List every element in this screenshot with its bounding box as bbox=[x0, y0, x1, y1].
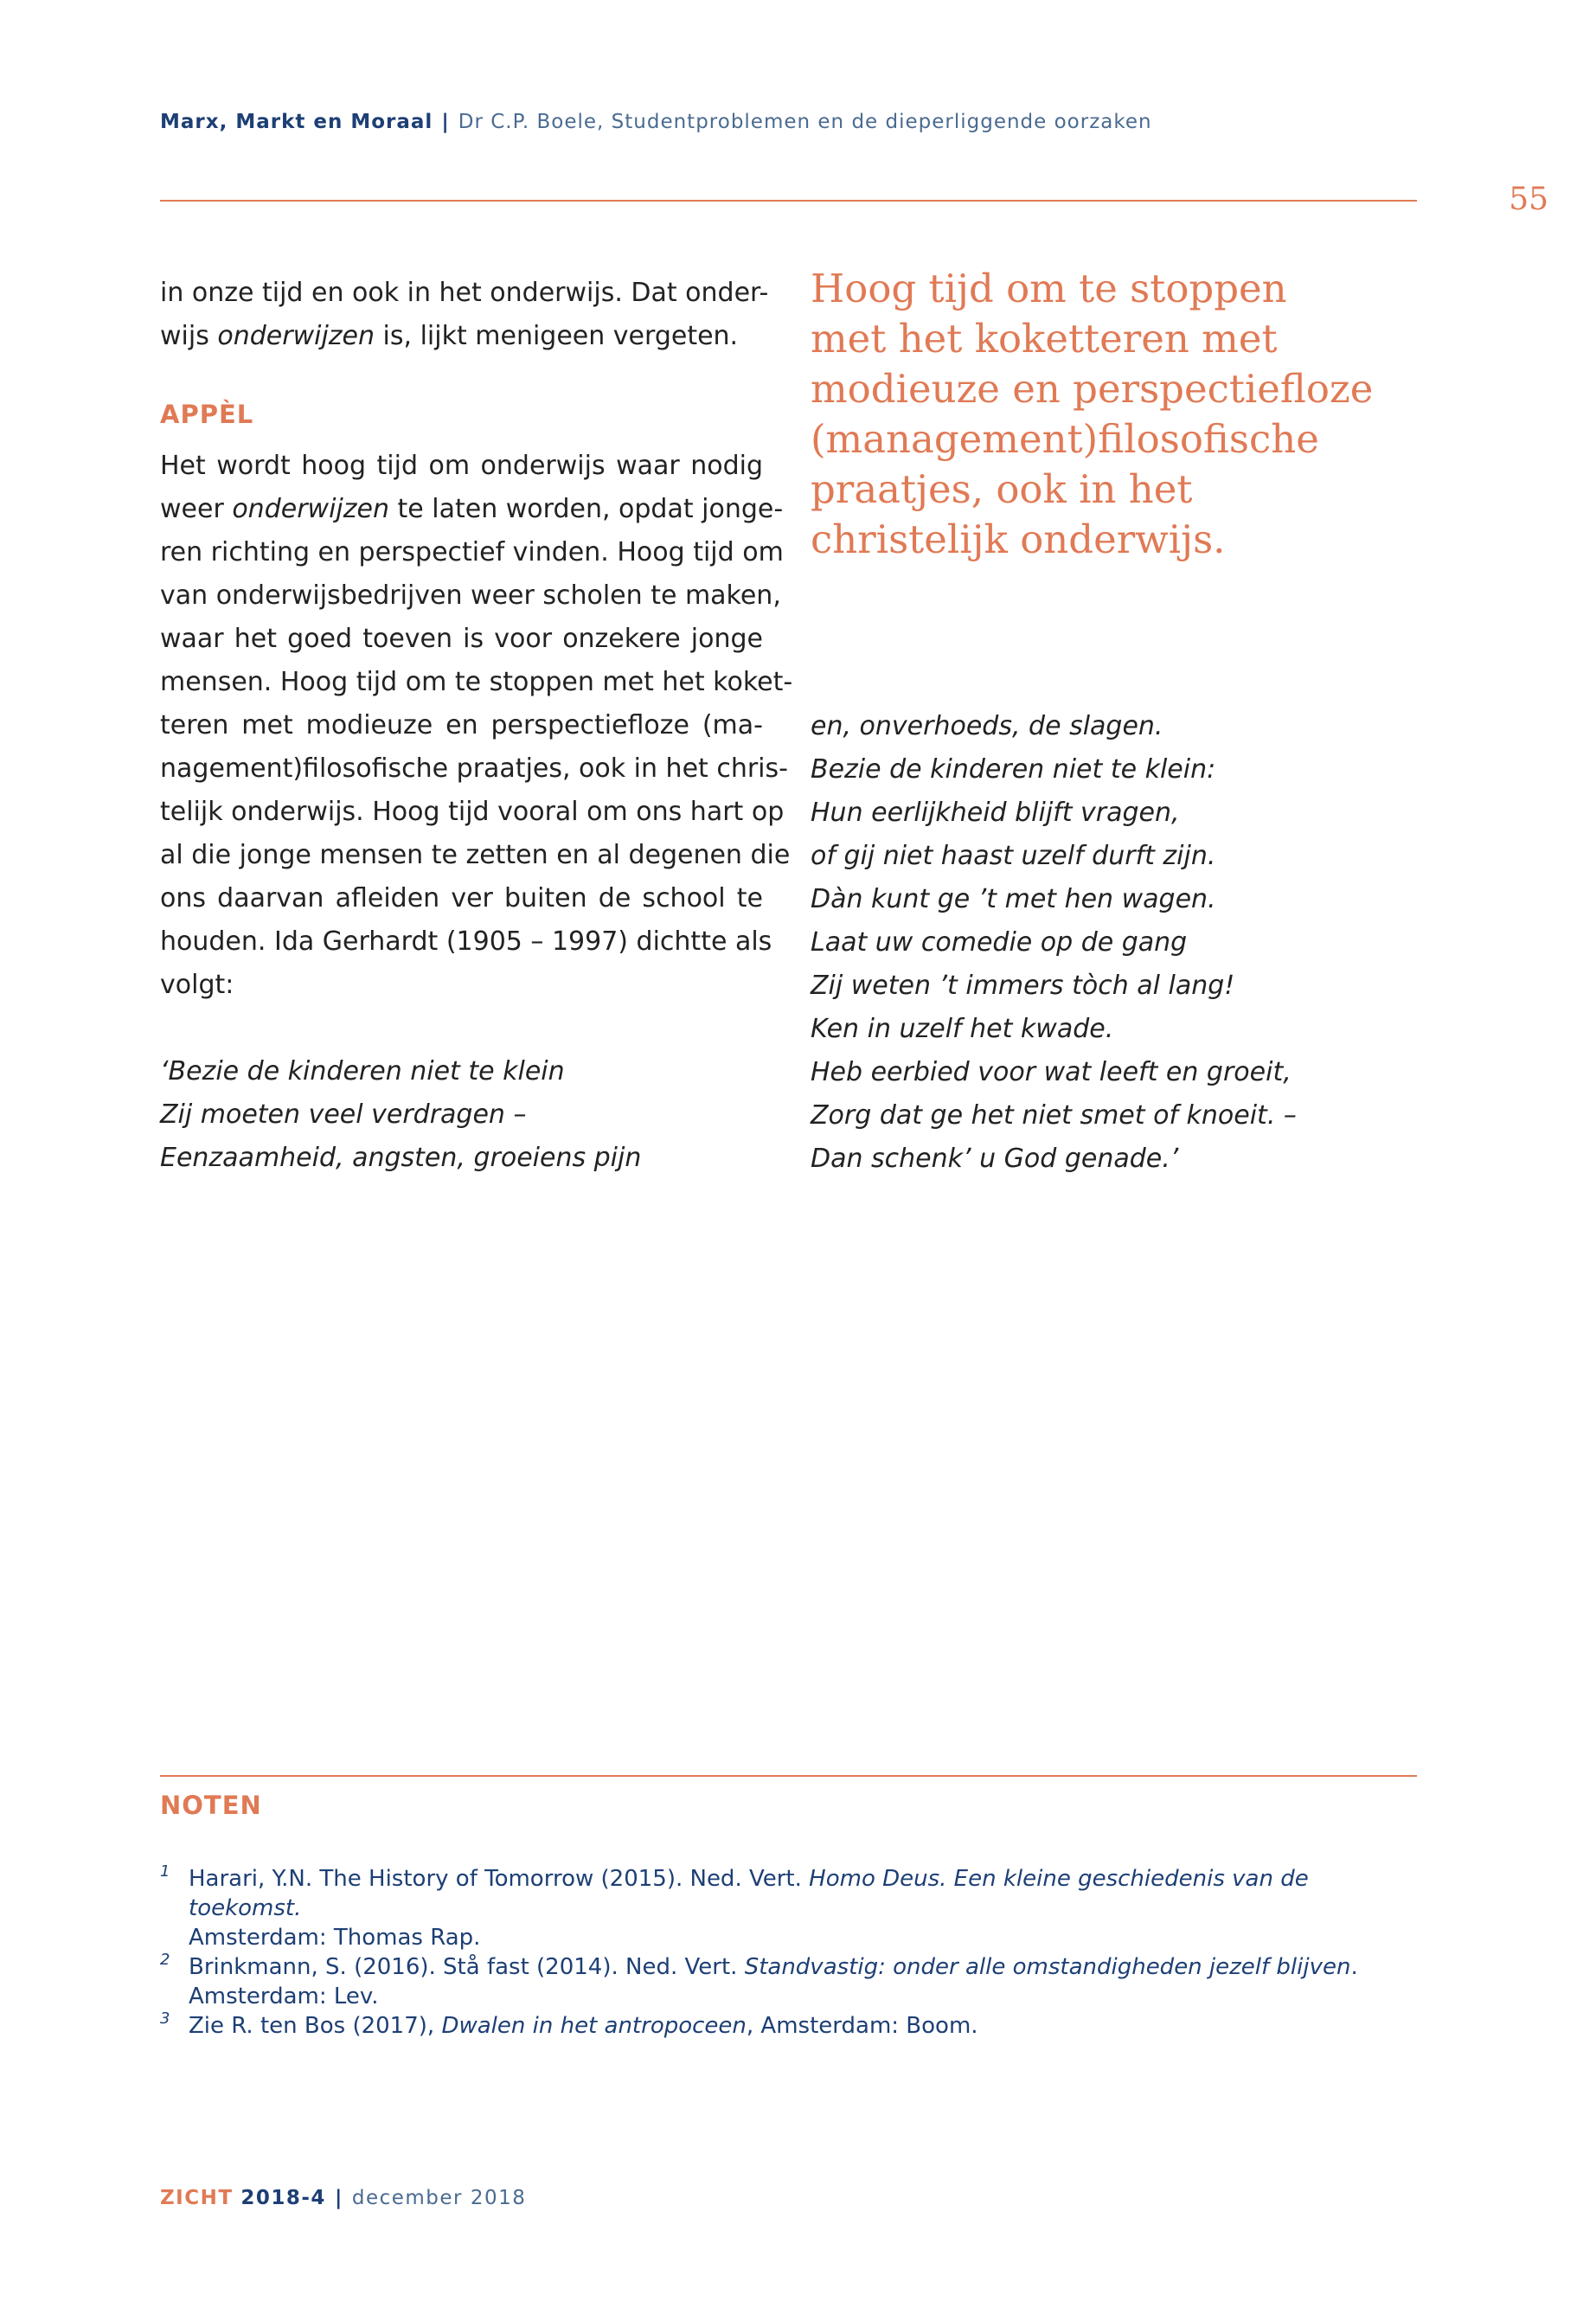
notes-title: NOTEN bbox=[160, 1791, 262, 1820]
text-line: teren met modieuze en perspectiefloze (ma- bbox=[160, 710, 763, 740]
header-rule bbox=[160, 200, 1417, 202]
text-line bbox=[160, 315, 763, 358]
pull-quote-line: met het koketteren met bbox=[811, 316, 1278, 362]
poem-line: Zij moeten veel verdragen – bbox=[160, 1099, 527, 1130]
footnote-2 bbox=[160, 1952, 1423, 2011]
text-line: Het wordt hoog tijd om onderwijs waar nodig bbox=[160, 451, 763, 481]
poem-line: Bezie de kinderen niet te klein: bbox=[811, 754, 1216, 785]
poem-line: Zij weten ’t immers tòch al lang! bbox=[811, 971, 1235, 1001]
footnote-title: Homo Deus. Een kleine geschiedenis van de toekomst. bbox=[189, 1866, 1309, 1921]
footnote-text: Brinkmann, S. (2016). Stå fast (2014). Ned. Vert. bbox=[189, 1954, 745, 1980]
text-line: nagement)filosofische praatjes, ook in het chris- bbox=[160, 753, 788, 784]
text-line: al die jonge mensen te zetten en al degenen die bbox=[160, 840, 791, 870]
poem-line: Ken in uzelf het kwade. bbox=[811, 1014, 1114, 1044]
footnote-number: 1 bbox=[160, 1862, 170, 1881]
text-span: is, lijkt menigeen vergeten. bbox=[375, 321, 739, 351]
text-line: van onderwijsbedrijven weer scholen te maken, bbox=[160, 580, 781, 611]
poem-line: Dàn kunt ge ’t met hen wagen. bbox=[811, 884, 1216, 914]
footnote-text: Harari, Y.N. The History of Tomorrow (2015). Ned. Vert. bbox=[189, 1866, 810, 1892]
notes-rule bbox=[160, 1775, 1417, 1777]
poem-line: en, onverhoeds, de slagen. bbox=[811, 711, 1163, 741]
footnote-text: . bbox=[1350, 1954, 1358, 1980]
poem-part-2 bbox=[811, 705, 1416, 1181]
poem-line: Zorg dat ge het niet smet of knoeit. – bbox=[811, 1100, 1297, 1131]
footnote-3 bbox=[160, 2011, 1423, 2041]
poem-line: ‘Bezie de kinderen niet te klein bbox=[160, 1056, 565, 1086]
page-number: 55 bbox=[1509, 182, 1548, 217]
pull-quote-line: christelijk onderwijs. bbox=[811, 516, 1226, 562]
poem-part-1 bbox=[160, 1050, 763, 1180]
text-span: weer bbox=[160, 494, 233, 524]
article-subtitle: Dr C.P. Boele, Studentproblemen en de dieperliggende oorzaken bbox=[458, 111, 1152, 133]
pull-quote bbox=[811, 264, 1433, 565]
poem-line: Hun eerlijkheid blijft vragen, bbox=[811, 798, 1180, 828]
text-span: te laten worden, opdat jonge- bbox=[388, 494, 784, 524]
text-line bbox=[160, 488, 784, 531]
issue-number: 2018-4 bbox=[240, 2187, 326, 2209]
footnote-publisher: Amsterdam: Thomas Rap. bbox=[189, 1925, 481, 1951]
footer-separator: | bbox=[334, 2187, 343, 2209]
text-line: mensen. Hoog tijd om te stoppen met het koket- bbox=[160, 667, 793, 697]
text-line: ren richting en perspectief vinden. Hoog tijd om bbox=[160, 537, 784, 567]
pull-quote-line: Hoog tijd om te stoppen bbox=[811, 266, 1287, 311]
footnote-title: Dwalen in het antropoceen bbox=[441, 2013, 747, 2039]
emphasis: onderwijzen bbox=[217, 321, 375, 351]
text-line: waar het goed toeven is voor onzekere jonge bbox=[160, 624, 763, 654]
poem-line: Laat uw comedie op de gang bbox=[811, 927, 1188, 958]
text-span: wijs bbox=[160, 321, 218, 351]
appel-paragraph bbox=[160, 445, 793, 1007]
pull-quote-line: (management)filosofische bbox=[811, 416, 1319, 462]
text-line: ons daarvan afleiden ver buiten de school te bbox=[160, 883, 763, 913]
running-header bbox=[160, 111, 1371, 133]
emphasis: onderwijzen bbox=[232, 494, 389, 524]
text-line: in onze tijd en ook in het onderwijs. Dat onder- bbox=[160, 278, 769, 308]
pull-quote-line: praatjes, ook in het bbox=[811, 466, 1193, 512]
footnote-text: Zie R. ten Bos (2017), bbox=[189, 2013, 442, 2039]
poem-line: Eenzaamheid, angsten, groeiens pijn bbox=[160, 1143, 642, 1173]
footnote-title: Standvastig: onder alle omstandigheden jezelf blijven bbox=[744, 1954, 1351, 1980]
poem-line: Heb eerbied voor wat leeft en groeit, bbox=[811, 1057, 1292, 1087]
issue-date: december 2018 bbox=[351, 2187, 527, 2209]
page-footer bbox=[160, 2187, 526, 2209]
journal-title: Marx, Markt en Moraal bbox=[160, 111, 433, 133]
text-line: telijk onderwijs. Hoog tijd vooral om ons hart op bbox=[160, 797, 785, 827]
footnote-number: 3 bbox=[160, 2009, 170, 2028]
pull-quote-line: modieuze en perspectiefloze bbox=[811, 366, 1374, 412]
header-separator: | bbox=[441, 111, 450, 133]
footnote-number: 2 bbox=[160, 1951, 170, 1969]
footnote-text: , Amsterdam: Boom. bbox=[746, 2013, 978, 2039]
magazine-name: ZICHT bbox=[160, 2187, 234, 2209]
footnote-publisher: Amsterdam: Lev. bbox=[189, 1984, 379, 2009]
poem-line: Dan schenk’ u God genade.’ bbox=[811, 1144, 1179, 1174]
section-heading: APPÈL bbox=[160, 400, 254, 429]
poem-line: of gij niet haast uzelf durft zijn. bbox=[811, 841, 1216, 871]
intro-paragraph bbox=[160, 272, 769, 358]
notes-list bbox=[160, 1864, 1423, 2041]
text-line: houden. Ida Gerhardt (1905 – 1997) dichtte als bbox=[160, 926, 772, 957]
footnote-1 bbox=[160, 1864, 1423, 1952]
text-line: volgt: bbox=[160, 970, 234, 1000]
